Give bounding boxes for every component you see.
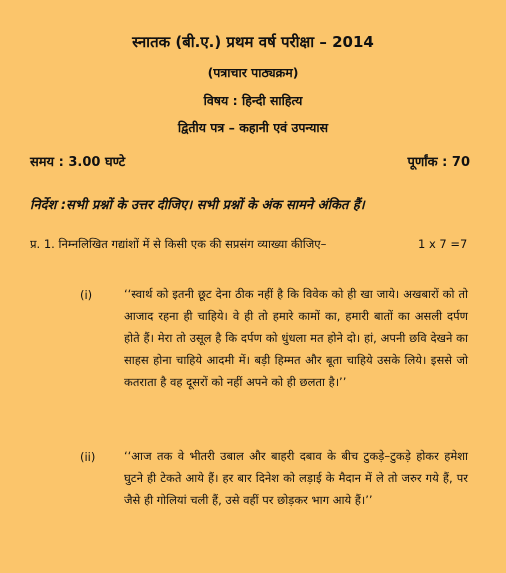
- course-type: (पत्राचार पाठ्यक्रम): [207, 65, 299, 80]
- time-allowed: समय : 3.00 घण्टे: [30, 155, 126, 170]
- question-1-marks: 1 x 7 =7: [418, 237, 468, 251]
- subject-line: विषय : हिन्दी साहित्य: [203, 93, 303, 108]
- question-1-text: प्र. 1. निम्नलिखित गद्यांशों में से किसी एक की सप्रसंग व्याख्या कीजिए–: [30, 237, 327, 251]
- passage-1-text: ‘‘स्वार्थ को इतनी छूट देना ठीक नहीं है कि विवेक को ही खा जाये। अखबारों को तो आजाद रहना ही चाहिये। वे ही तो हमारे कामों का, हमारी बातों का असली दर्पण होते हैं। मेरा तो उसूल है कि दर्पण को धुंधला मत होने दो। हां, अपनी छवि देखने का साहस होना चाहिये आदमी में। बड़ी हिम्मत और बूता चाहिये उसके लिये। इससे जो कतराता है वह दूसरों को नहीं अपने को ही छलता है।’’: [124, 287, 468, 389]
- question-1: [30, 237, 468, 252]
- passage-2-text: ‘‘आज तक वे भीतरी उबाल और बाहरी दबाव के बीच टुकड़े–टुकड़े होकर हमेशा घुटने ही टेकते आये हैं। हर बार दिनेश को लड़ाई के मैदान में ले तो जरुर गये हैं, पर जैसे ही गोलियां चली हैं, उसे वहीं पर छोड़कर भाग आये हैं।’’: [124, 449, 468, 507]
- max-marks: पूर्णांक : 70: [407, 155, 470, 170]
- passage-2-number: (ii): [80, 450, 96, 464]
- instructions: निर्देश :सभी प्रश्नों के उत्तर दीजिए। सभी प्रश्नों के अंक सामने अंकित हैं।: [30, 198, 365, 213]
- paper-line: द्वितीय पत्र – कहानी एवं उपन्यास: [177, 120, 329, 135]
- exam-title: स्नातक (बी.ए.) प्रथम वर्ष परीक्षा – 2014: [132, 33, 374, 51]
- passage-1-number: (i): [80, 288, 93, 302]
